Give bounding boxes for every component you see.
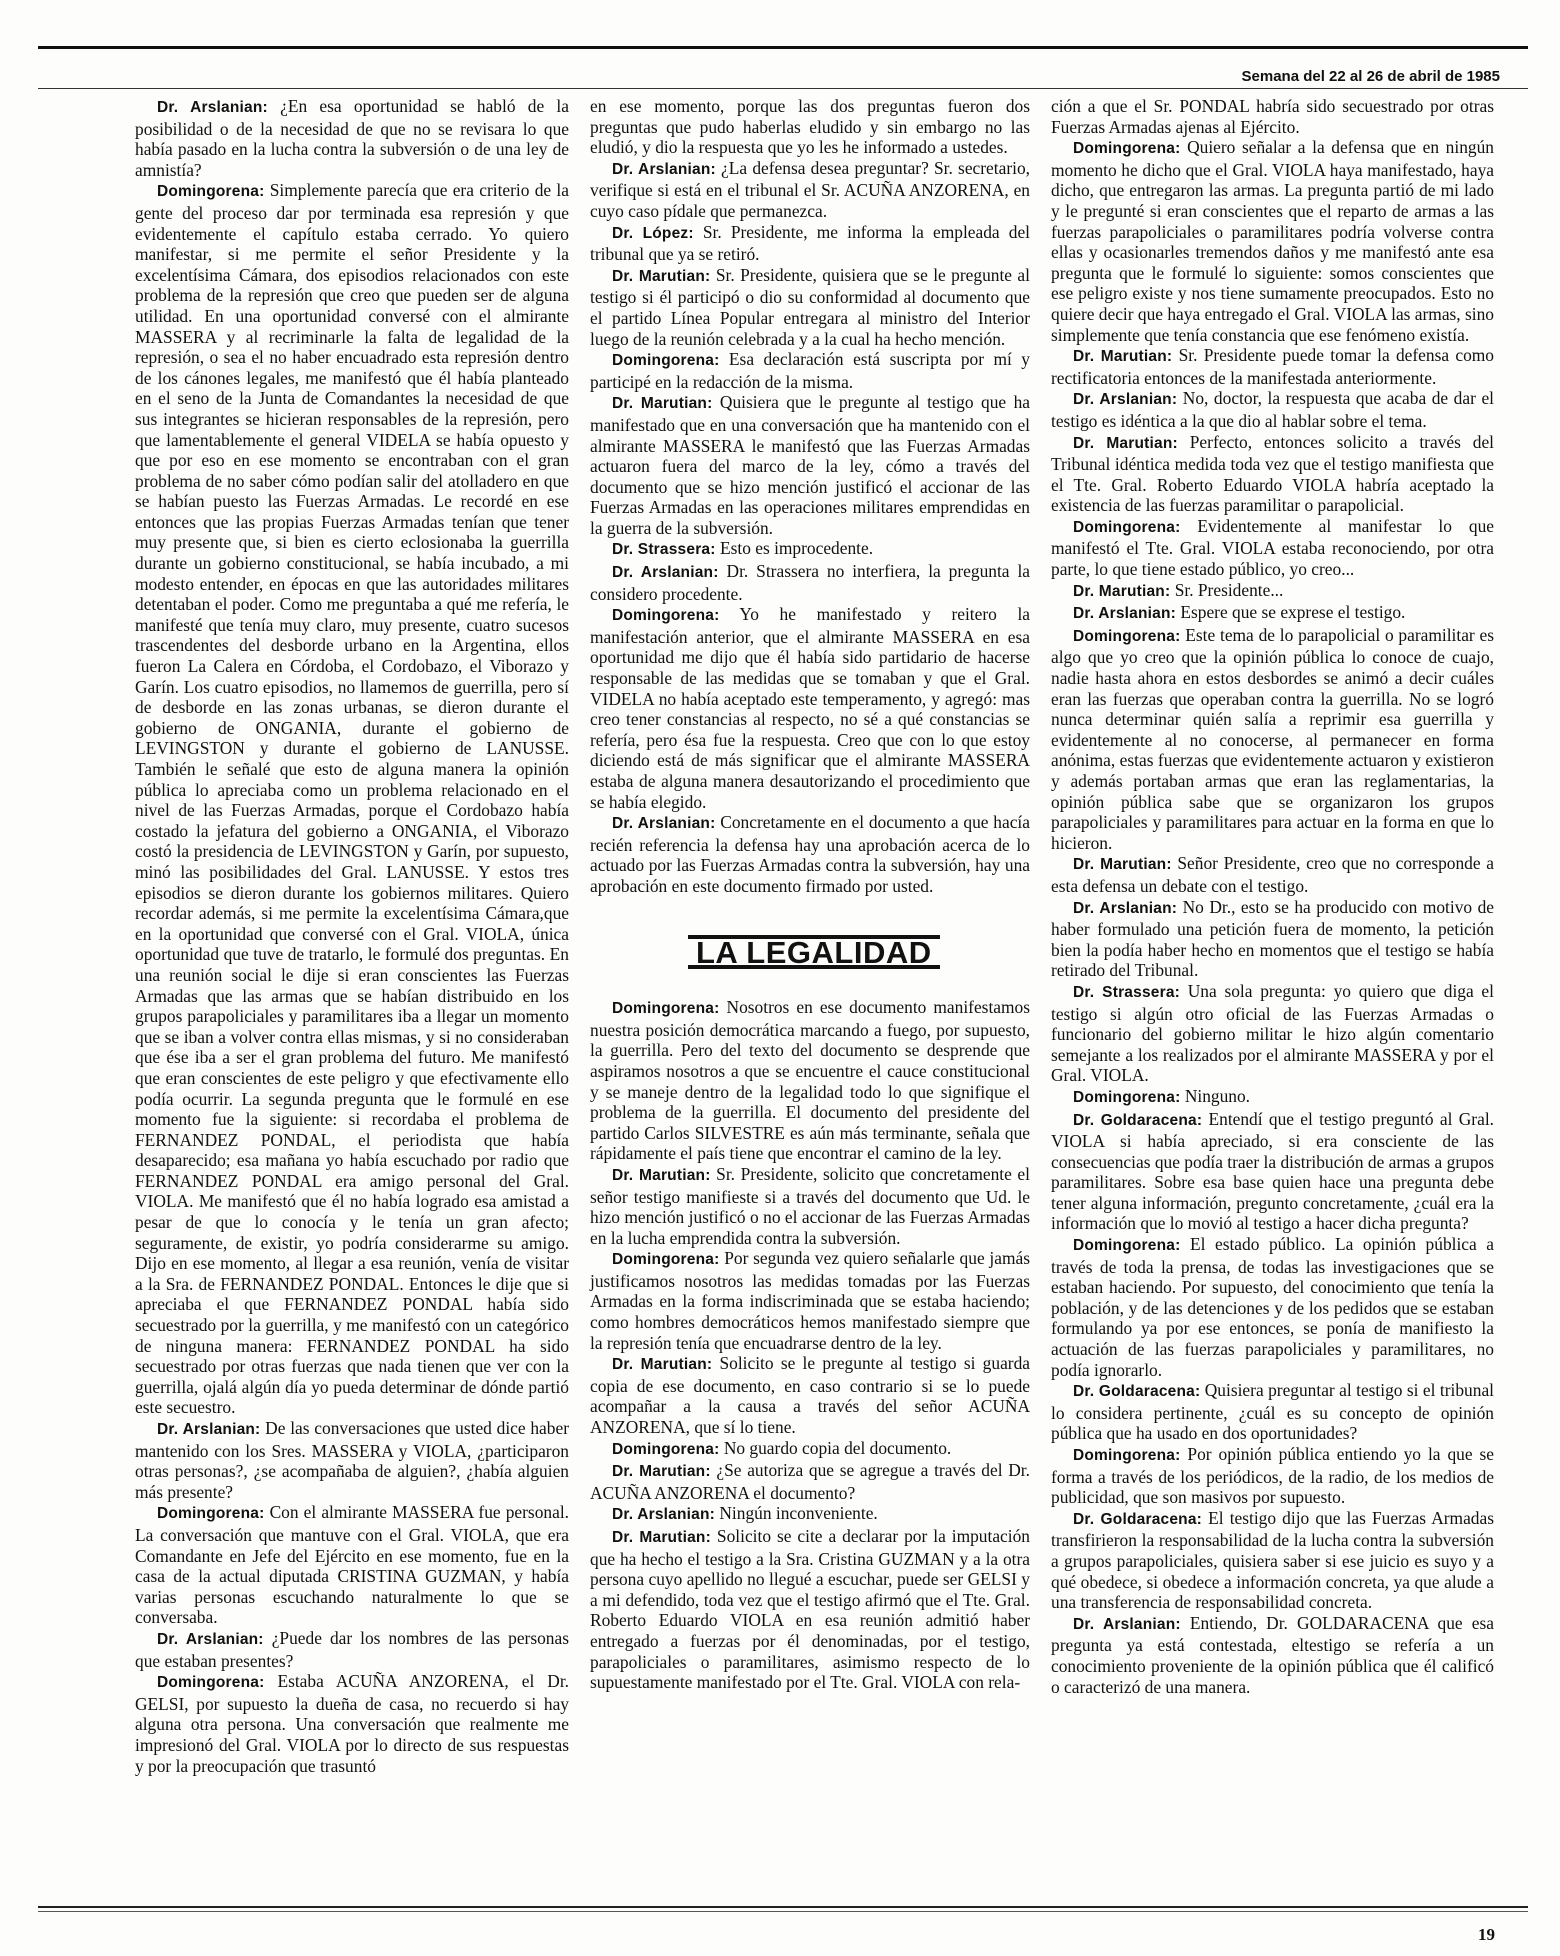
- paragraph-text: Entiendo, Dr. GOLDARACENA que esa pregunta ya está contestada, eltestigo se refería a un conocimiento proveniente de la opinión pública que él calificó o caracterizó de una manera.: [1051, 1612, 1494, 1697]
- paragraph-text: No, doctor, la respuesta que acaba de dar el testigo es idéntica a la que dio al hablar sobre el tema.: [1051, 388, 1494, 431]
- paragraph-text: Sr. Presidente...: [1170, 579, 1284, 600]
- speaker-name: Domingorena:: [1073, 140, 1181, 158]
- speaker-name: Dr. Marutian:: [612, 1529, 711, 1546]
- paragraph-text: Solicito se cite a declarar por la imputación que ha hecho el testigo a la Sra. Cristina GUZMAN y a la otra persona cuyo apellido no llegué a escuchar, puede ser GELSI y a mi defendido, toda vez que el testigo afirmó que el Tte. Gral. Roberto Eduardo VIOLA en esa reunión admitió haber entregado a fuerzas por él denominadas, por el testigo, parapoliciales o paramilitares, asimismo respecto de lo supuestamente manifestado por el Tte. Gral. VIOLA con rela-: [590, 1526, 1030, 1693]
- transcript-paragraph: [590, 1438, 1030, 1461]
- transcript-paragraph: [135, 96, 569, 180]
- issue-date: Semana del 22 al 26 de abril de 1985: [1241, 68, 1500, 85]
- column-3: [1051, 96, 1494, 1697]
- transcript-paragraph: [590, 265, 1030, 349]
- header-rule: [38, 88, 1528, 89]
- top-rule: [38, 46, 1528, 49]
- bottom-rule: [38, 1906, 1528, 1908]
- speaker-name: Dr. Arslanian:: [612, 1506, 716, 1524]
- speaker-name: Domingorena:: [612, 352, 720, 370]
- paragraph-text: Sr. Presidente, me informa la empleada del tribunal que ya se retiró.: [590, 221, 1031, 265]
- speaker-name: Domingorena:: [1073, 1237, 1181, 1255]
- transcript-paragraph: [1051, 897, 1494, 981]
- speaker-name: Dr. Marutian:: [612, 1463, 711, 1481]
- transcript-paragraph: [1051, 388, 1494, 431]
- paragraph-text: Esto es improcedente.: [715, 538, 874, 559]
- speaker-name: Domingorena:: [157, 183, 265, 201]
- transcript-paragraph: [135, 1418, 569, 1502]
- speaker-name: Domingorena:: [157, 1674, 265, 1692]
- transcript-paragraph: [590, 1503, 1030, 1526]
- transcript-paragraph: [135, 180, 569, 1418]
- transcript-paragraph: [1051, 432, 1494, 516]
- column-2: [590, 96, 1030, 1693]
- transcript-paragraph: [590, 538, 1030, 561]
- transcript-paragraph: [1051, 580, 1494, 603]
- transcript-paragraph: [590, 604, 1030, 812]
- transcript-paragraph: [1051, 1380, 1494, 1444]
- speaker-name: Dr. Goldaracena:: [1073, 1510, 1203, 1528]
- paragraph-text: Quiero señalar a la defensa que en ningún momento he dicho que el Gral. VIOLA haya manifestado, haya dicho, que entregaron las armas. La pregunta partió de mi lado y le pregunté si eran conscientes que el reparto de armas a las fuerzas parapoliciales o paramilitares podría volverse contra ellas y ocasionarles tremendos daños y me manifestó ante esa pregunta que le formulé lo siguiente: somos conscientes que ese peligro existe y nos tiene sumamente preocupados. Esto no quiere decir que haya entregado el Gral. VIOLA las armas, sino simplemente que tenía constancia que ese fenómeno existía.: [1051, 137, 1494, 345]
- paragraph-text: en ese momento, porque las dos preguntas fueron dos preguntas que pudo haberlas eludido y sin embargo no las eludió, y dio la respuesta que yo les he informado a ustedes.: [590, 96, 1030, 158]
- transcript-paragraph: [590, 812, 1030, 896]
- paragraph-text: Quisiera preguntar al testigo si el tribunal lo considera pertinente, ¿cuál es su concepto de opinión pública que ha usado en dos oportunidades?: [1051, 1380, 1494, 1444]
- speaker-name: Dr. Marutian:: [612, 1166, 711, 1184]
- speaker-name: Dr. Goldaracena:: [1073, 1111, 1203, 1129]
- paragraph-text: Concretamente en el documento a que hacía recién referencia la defensa hay una aprobación acerca de lo actuado por las Fuerzas Armadas contra la subversión, hay una aprobación en este documento firmado por usted.: [590, 812, 1030, 896]
- transcript-paragraph: [1051, 853, 1494, 896]
- speaker-name: Domingorena:: [612, 607, 720, 625]
- paragraph-text: Dr. Strassera no interfiera, la pregunta la considero procedente.: [590, 561, 1030, 604]
- speaker-name: Dr. Marutian:: [1073, 434, 1178, 452]
- speaker-name: Dr. Arslanian:: [612, 815, 716, 833]
- paragraph-text: Evidentemente al manifestar lo que manifestó el Tte. Gral. VIOLA estaba reconociendo, por otra parte, lo que tiene estado público, yo creo...: [1051, 515, 1494, 580]
- speaker-name: Domingorena:: [1073, 1088, 1181, 1106]
- paragraph-text: Este tema de lo parapolicial o paramilitar es algo que yo creo que la opinión pública lo conoce de cuajo, nadie hasta ahora en estos desbordes se animó a decir cuáles eran las fuerzas que operaban contra la guerrilla. No se logró nunca determinar quién salía a reprimir esa guerrilla y evidentemente al no conocerse, al permanecer en forma anónima, estas fuerzas que evidentemente actuaron y existieron y además portaban armas que eran las reglamentarias, la opinión pública sabe que se organizaron los grupos parapoliciales y paramilitares para actuar en la forma en que lo hicieron.: [1051, 624, 1494, 853]
- paragraph-text: Sr. Presidente puede tomar la defensa como rectificatoria entonces de la manifestada anteriormente.: [1051, 345, 1494, 388]
- transcript-paragraph: [590, 96, 1030, 158]
- transcript-paragraph: [135, 1628, 569, 1671]
- transcript-paragraph: [1051, 1444, 1494, 1508]
- paragraph-text: Una sola pregunta: yo quiero que diga el testigo si algún otro oficial de las Fuerzas Armadas o funcionario del gobierno militar le hizo algún comentario semejante a los realizados por el almirante MASSERA y por el Gral. VIOLA.: [1051, 980, 1494, 1086]
- paragraph-text: Esa declaración está suscripta por mí y participé en la redacción de la misma.: [590, 349, 1030, 392]
- transcript-paragraph: [1051, 96, 1494, 137]
- transcript-paragraph: [590, 561, 1030, 604]
- paragraph-text: Ningún inconveniente.: [715, 1503, 878, 1524]
- speaker-name: Dr. Marutian:: [612, 1356, 713, 1374]
- paragraph-text: Quisiera que le pregunte al testigo que ha manifestado que en una conversación que ha mantenido con el almirante MASSERA le manifestó que las Fuerzas Armadas actuaron fuera del marco de la ley, cómo a través del documento que se hizo mención justificó el accionar de las Fuerzas Armadas en las operaciones militares emprendidas en la guerra de la subversión.: [590, 392, 1030, 538]
- speaker-name: Dr. Arslanian:: [1073, 605, 1177, 623]
- speaker-name: Domingorena:: [157, 1505, 265, 1523]
- transcript-paragraph: [590, 349, 1030, 392]
- transcript-paragraph: [1051, 516, 1494, 580]
- speaker-name: Domingorena:: [1073, 627, 1181, 645]
- speaker-name: Dr. Marutian:: [1073, 856, 1172, 874]
- section-heading: LA LEGALIDAD: [688, 935, 940, 970]
- paragraph-text: Simplemente parecía que era criterio de la gente del proceso dar por terminada esa represión y que evidentemente el capítulo estaba cerrado. Yo quiero manifestar, si me permite el señor Presidente y la excelentísima Cámara, dos episodios relacionados con este problema de la represión que creo que pueden ser de alguna utilidad. En una oportunidad conversé con el almirante MASSERA y al recriminarle la falta de legalidad de la represión, o sea el no haber encuadrado esta represión dentro de los cánones legales, me manifestó que él había planteado en el seno de la Junta de Comandantes la necesidad de que sus integrantes se hicieran responsables de la represión, pero que lamentablemente el general VIDELA se había opuesto y que por eso en ese momento se encontraban con el gran problema de no saber cómo podían salir del atolladero en que se habían puesto las Fuerzas Armadas. Le recordé en ese entonces que las propias Fuerzas Armadas tenían que tener muy presente que, si bien es cierto eclosionaba la guerrilla durante un gobierno constitucional, se había incubado, a mi modesto entender, en épocas en que las autoridades militares detentaban el poder. Como me preguntaba a qué me refería, le manifesté que tenía muy claro, muy presente, cuatro sucesos trascendentes del desborde urbano en la Argentina, ellos fueron La Calera en Córdoba, el Cordobazo, el Viborazo y Garín. Los cuatro episodios, no llamemos de guerrilla, pero sí de desborde en las zonas urbanas, se dieron durante el gobierno de ONGANIA, durante el gobierno de LEVINGSTON y durante el gobierno de LANUSSE. También le señalé que esto de alguna manera la opinión pública lo apreciaba como un problema relacionado en el nivel de las Fuerzas Armadas, porque el Cordobazo había costado la jefatura del gobierno a ONGANIA, el Viborazo costó la presidencia de LEVINGSTON y Garín, por supuesto, minó las posibilidades del Gral. LANUSSE. Y estos tres episodios se dieron durante los gobiernos militares. Quiero recordar además, si me permite la excelentísima Cámara,que en la oportunidad que conversé con el Gral. VIOLA, única oportunidad que tuve de tratarlo, le formulé dos preguntas. En una reunión social le dije si eran conscientes las Fuerzas Armadas que las armas que se habían distribuido en los grupos parapoliciales y paramilitares iba a llegar un momento que se iban a volver contra ellas mismas, y si no consideraban que ése iba a ser el gran problema del futuro. Me manifestó que eran conscientes de este peligro y que efectivamente ello podía ocurrir. La segunda pregunta que le formulé en ese momento fue la siguiente: si recordaba el problema de FERNANDEZ PONDAL, el periodista que había desaparecido; esa mañana yo había escuchado por radio que FERNANDEZ PONDAL era amigo personal del Gral. VIOLA. Me manifestó que él no había logrado esa amistad a pesar de que lo conocía y le tenía un gran afecto; seguramente, de existir, yo podría considerarme su amigo. Dijo en ese momento, al llegar a esa reunión, venía de visitar a la Sra. de FERNANDEZ PONDAL. Entonces le dije que si apreciaba el que FERNANDEZ PONDAL había sido secuestrado por la guerrilla, y me manifestó con un categórico de ninguna manera: FERNANDEZ PONDAL ha sido secuestrado por otras fuerzas que nada tienen que ver con la guerrilla, ojalá algún día yo pueda determinar de dónde partió este secuestro.: [135, 180, 569, 1418]
- transcript-paragraph: [1051, 981, 1494, 1086]
- paragraph-text: Ninguno.: [1180, 1085, 1251, 1106]
- paragraph-text: Sr. Presidente, quisiera que se le pregunte al testigo si él participó o dio su conformidad al documento que el partido Línea Popular entregara al ministro del Interior luego de la reunión celebrada y a la cual ha hecho mención.: [590, 264, 1030, 349]
- paragraph-text: Solicito se le pregunte al testigo si guarda copia de ese documento, en caso contrario si se lo puede acompañar a la causa a través del señor ACUÑA ANZORENA, que sí lo tiene.: [590, 1353, 1030, 1438]
- paragraph-text: No guardo copia del documento.: [719, 1437, 952, 1458]
- speaker-name: Domingorena:: [1073, 518, 1181, 536]
- transcript-paragraph: [590, 1164, 1030, 1248]
- speaker-name: Dr. Arslanian:: [157, 99, 268, 116]
- transcript-paragraph: [590, 222, 1030, 265]
- paragraph-text: Entendí que el testigo preguntó al Gral. VIOLA si había apreciado, si era consciente de las consecuencias que podía traer la distribución de armas a grupos paramilitares. Sobre esa base quien hace una pregunta debe tener alguna información, pregunto concretamente, ¿cuál era la información que lo movió al testigo a hacer dicha pregunta?: [1051, 1108, 1494, 1234]
- transcript-paragraph: [590, 1353, 1030, 1437]
- column-1: [135, 96, 569, 1776]
- paragraph-text: Señor Presidente, creo que no corresponde a esta defensa un debate con el testigo.: [1051, 853, 1495, 896]
- transcript-paragraph: [590, 997, 1030, 1164]
- paragraph-text: Perfecto, entonces solicito a través del Tribunal idéntica medida toda vez que el testigo manifiesta que el Tte. Gral. Roberto Eduardo VIOLA habría aceptado la existencia de las fuerzas paramilitar o parapolicial.: [1051, 431, 1494, 516]
- speaker-name: Dr. Strassera:: [1073, 983, 1180, 1001]
- transcript-paragraph: [1051, 1613, 1494, 1697]
- transcript-paragraph: [1051, 345, 1494, 388]
- transcript-paragraph: [590, 1460, 1030, 1503]
- speaker-name: Dr. López:: [612, 224, 694, 242]
- transcript-paragraph: [1051, 137, 1494, 345]
- paragraph-text: Espere que se exprese el testigo.: [1176, 602, 1406, 623]
- paragraph-text: Nosotros en ese documento manifestamos nuestra posición democrática marcando a fuego, por supuesto, la guerrilla. Pero del texto del documento se desprende que aspiramos nosotros a que se encuentre el cauce constitucional y se maneje dentro de la legalidad todo lo que signifique el problema de la guerrilla. El documento del presidente del partido Carlos SILVESTRE es aún más terminante, señala que rápidamente el país tiene que encontrar el camino de la ley.: [590, 997, 1030, 1164]
- paragraph-text: Sr. Presidente, solicito que concretamente el señor testigo manifieste si a través del documento que Ud. le hizo mención justificó o no el accionar de las Fuerzas Armadas en la lucha emprendida contra la subversión.: [590, 1163, 1030, 1248]
- paragraph-text: ¿La defensa desea preguntar? Sr. secretario, verifique si está en el tribunal el Sr. ACUÑA ANZORENA, en cuyo caso pídale que permanezca.: [590, 157, 1030, 221]
- paragraph-text: ción a que el Sr. PONDAL habría sido secuestrado por otras Fuerzas Armadas ajenas al Ejército.: [1051, 96, 1494, 137]
- speaker-name: Dr. Arslanian:: [157, 1421, 261, 1438]
- speaker-name: Domingorena:: [612, 1440, 720, 1458]
- section-heading-wrap: [590, 935, 1030, 970]
- column-2-top: [590, 96, 1030, 897]
- paragraph-text: De las conversaciones que usted dice haber mantenido con los Sres. MASSERA y VIOLA, ¿participaron otras personas?, ¿se acompañaba de alguien?, ¿había alguien más presente?: [135, 1418, 569, 1502]
- transcript-paragraph: [1051, 1086, 1494, 1109]
- column-2-bottom: [590, 997, 1030, 1693]
- speaker-name: Dr. Arslanian:: [612, 564, 719, 582]
- paragraph-text: Por segunda vez quiero señalarle que jamás justificamos nosotros las medidas tomadas por las Fuerzas Armadas en la forma indiscriminada que se estaba haciendo; como hombres democráticos hemos manifestado siempre que la represión tenía que encuadrarse dentro de la ley.: [590, 1248, 1030, 1353]
- speaker-name: Dr. Arslanian:: [1073, 1615, 1181, 1633]
- speaker-name: Dr. Marutian:: [612, 267, 711, 285]
- speaker-name: Domingorena:: [1073, 1447, 1181, 1464]
- paragraph-text: ¿En esa oportunidad se habló de la posibilidad o de la necesidad de que no se revisara lo que había pasado en la lucha contra la subversión o de una ley de amnistía?: [135, 96, 569, 180]
- speaker-name: Dr. Marutian:: [1073, 348, 1173, 366]
- transcript-paragraph: [1051, 1109, 1494, 1235]
- transcript-paragraph: [590, 158, 1030, 222]
- paragraph-text: Yo he manifestado y reitero la manifestación anterior, que el almirante MASSERA en esa oportunidad me dijo que él había sido partidario de hacerse responsable de las medidas que se tomaban y que el Gral. VIDELA no había aceptado este temperamento, y agregó: mas creo tener constancias al respecto, no sé a qué constancias se refería, pero ésa fue la respuesta. Creo que con lo que estoy diciendo está de más significar que el almirante MASSERA estaba de alguna manera desautorizando el procedimiento que se había elegido.: [590, 604, 1030, 812]
- transcript-paragraph: [590, 1248, 1030, 1353]
- paragraph-text: El estado público. La opinión pública a través de toda la prensa, de todas las investigaciones que se estaban haciendo. Por supuesto, del conocimiento que tenía la población, y de las detenciones y de los pedidos que se estaban formulando ya por ese entonces, se ponía de manifiesto la actuación de las fuerzas parapoliciales y paramilitares, no podía ignorarlo.: [1051, 1234, 1494, 1380]
- speaker-name: Dr. Arslanian:: [157, 1630, 264, 1648]
- paragraph-text: El testigo dijo que las Fuerzas Armadas transfirieron la responsabilidad de la lucha contra la subversión a grupos parapoliciales, quisiera saber si ese juicio es suyo y a qué obedece, si obedece a información concreta, ya que alude a una transferencia de responsabilidad concreta.: [1051, 1507, 1494, 1613]
- paragraph-text: No Dr., esto se ha producido con motivo de haber formulado una petición fuera de momento, la petición bien la podía haber hecho en momentos que el testigo se había retirado del Tribunal.: [1051, 896, 1494, 981]
- paragraph-text: ¿Puede dar los nombres de las personas que estaban presentes?: [135, 1627, 569, 1671]
- transcript-paragraph: [135, 1671, 569, 1776]
- paragraph-text: ¿Se autoriza que se agregue a través del Dr. ACUÑA ANZORENA el documento?: [590, 1460, 1030, 1503]
- bottom-rule-thin: [38, 1911, 1528, 1912]
- transcript-paragraph: [1051, 1234, 1494, 1380]
- page-number: 19: [1478, 1925, 1495, 1944]
- speaker-name: Domingorena:: [612, 1000, 720, 1018]
- transcript-paragraph: [1051, 625, 1494, 854]
- speaker-name: Dr. Arslanian:: [1073, 391, 1178, 409]
- paragraph-text: Estaba ACUÑA ANZORENA, el Dr. GELSI, por supuesto la dueña de casa, no recuerdo si hay alguna otra persona. Una conversación que realmente me impresionó del Gral. VIOLA por lo directo de sus respuestas y por la preocupación que trasuntó: [135, 1671, 569, 1776]
- transcript-paragraph: [135, 1502, 569, 1628]
- paragraph-text: Por opinión pública entiendo yo la que se forma a través de los periódicos, de la radio, de los medios de publicidad, que son masivos por supuesto.: [1051, 1444, 1494, 1508]
- speaker-name: Dr. Arslanian:: [612, 160, 716, 178]
- transcript-paragraph: [1051, 602, 1494, 625]
- transcript-paragraph: [590, 1526, 1030, 1693]
- paragraph-text: Con el almirante MASSERA fue personal. La conversación que mantuve con el Gral. VIOLA, que era Comandante en Jefe del Ejército en ese momento, fue en la casa de la actual diputada CRISTINA GUZMAN, y había varias personas escuchando naturalmente lo que se conversaba.: [135, 1502, 569, 1628]
- speaker-name: Dr. Goldaracena:: [1073, 1383, 1201, 1401]
- transcript-paragraph: [590, 392, 1030, 538]
- speaker-name: Dr. Marutian:: [612, 395, 713, 413]
- speaker-name: Dr. Arslanian:: [1073, 899, 1178, 917]
- speaker-name: Domingorena:: [612, 1251, 720, 1269]
- transcript-paragraph: [1051, 1508, 1494, 1613]
- speaker-name: Dr. Marutian:: [1073, 582, 1171, 600]
- speaker-name: Dr. Strassera:: [612, 541, 716, 559]
